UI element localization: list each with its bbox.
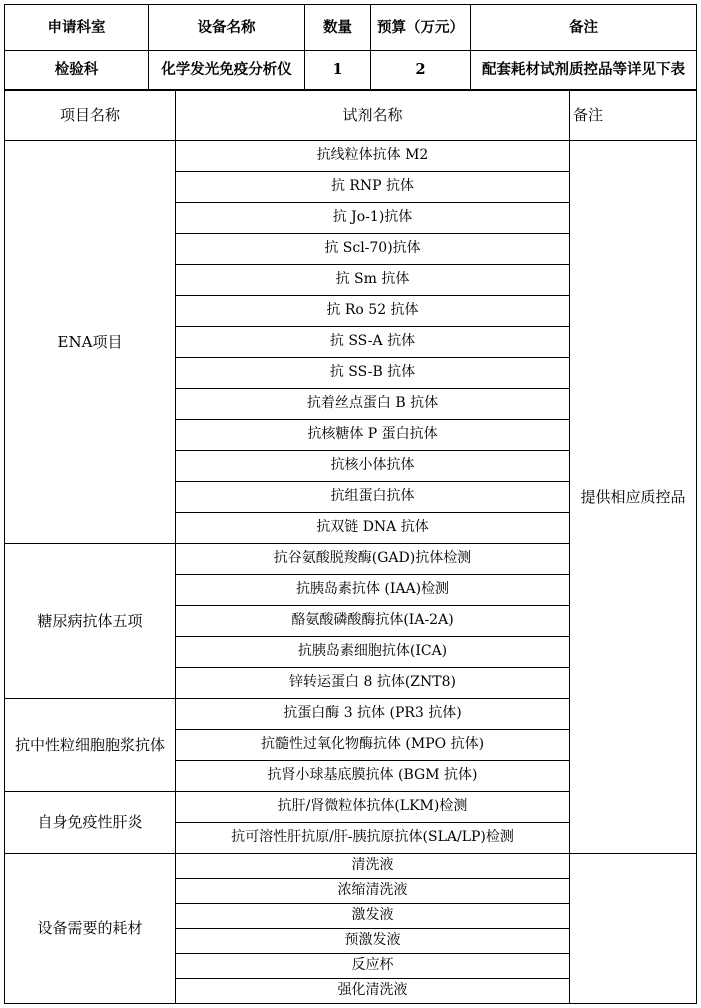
request-header-table (4, 4, 697, 90)
device-value: 化学发光免疫分析仪 (149, 51, 305, 90)
reagent-cell: 激发液 (176, 904, 570, 929)
reagent-cell: 抗 Sm 抗体 (176, 265, 570, 296)
device-label: 设备名称 (149, 5, 305, 51)
note-column-header: 备注 (570, 91, 697, 141)
group-name-consumables: 设备需要的耗材 (5, 854, 176, 1004)
reagent-column-header: 试剂名称 (176, 91, 570, 141)
group-name-anca: 抗中性粒细胞胞浆抗体 (5, 699, 176, 792)
reagent-cell: 抗 SS-A 抗体 (176, 327, 570, 358)
budget-value: 2 (371, 51, 471, 90)
items-column-header-row (5, 91, 697, 141)
reagent-cell: 抗 RNP 抗体 (176, 172, 570, 203)
reagent-cell: 清洗液 (176, 854, 570, 879)
reagent-cell: 抗胰岛素抗体 (IAA)检测 (176, 575, 570, 606)
table-row (5, 854, 697, 879)
reagent-cell: 抗肾小球基底膜抗体 (BGM 抗体) (176, 761, 570, 792)
consumables-note-cell (570, 854, 697, 1004)
reagent-cell: 抗谷氨酸脱羧酶(GAD)抗体检测 (176, 544, 570, 575)
group-name-ena: ENA项目 (5, 141, 176, 544)
reagent-cell: 抗髓性过氧化物酶抗体 (MPO 抗体) (176, 730, 570, 761)
dept-value: 检验科 (5, 51, 149, 90)
reagent-cell: 抗核小体抗体 (176, 451, 570, 482)
reagent-cell: 抗胰岛素细胞抗体(ICA) (176, 637, 570, 668)
header-label-row (5, 5, 697, 51)
reagent-cell: 强化清洗液 (176, 979, 570, 1004)
reagent-cell: 酪氨酸磷酸酶抗体(IA-2A) (176, 606, 570, 637)
reagent-cell: 浓缩清洗液 (176, 879, 570, 904)
reagent-cell: 抗核糖体 P 蛋白抗体 (176, 420, 570, 451)
note-label: 备注 (471, 5, 697, 51)
reagent-cell: 抗蛋白酶 3 抗体 (PR3 抗体) (176, 699, 570, 730)
group-name-diabetes: 糖尿病抗体五项 (5, 544, 176, 699)
quality-control-note: 提供相应质控品 (570, 141, 697, 854)
project-column-header: 项目名称 (5, 91, 176, 141)
qty-value: 1 (305, 51, 371, 90)
reagent-cell: 抗可溶性肝抗原/肝-胰抗原抗体(SLA/LP)检测 (176, 823, 570, 854)
group-name-autoimmune-hepatitis: 自身免疫性肝炎 (5, 792, 176, 854)
reagent-cell: 抗 Ro 52 抗体 (176, 296, 570, 327)
reagent-cell: 抗线粒体抗体 M2 (176, 141, 570, 172)
reagent-items-table (4, 90, 697, 1004)
dept-label: 申请科室 (5, 5, 149, 51)
note-value: 配套耗材试剂质控品等详见下表 (471, 51, 697, 90)
reagent-cell: 抗 Scl-70)抗体 (176, 234, 570, 265)
table-row (5, 141, 697, 172)
reagent-cell: 抗着丝点蛋白 B 抗体 (176, 389, 570, 420)
reagent-cell: 反应杯 (176, 954, 570, 979)
reagent-cell: 锌转运蛋白 8 抗体(ZNT8) (176, 668, 570, 699)
reagent-cell: 抗双链 DNA 抗体 (176, 513, 570, 544)
budget-label: 预算（万元） (371, 5, 471, 51)
reagent-cell: 预激发液 (176, 929, 570, 954)
header-value-row (5, 51, 697, 90)
reagent-cell: 抗肝/肾微粒体抗体(LKM)检测 (176, 792, 570, 823)
qty-label: 数量 (305, 5, 371, 51)
reagent-cell: 抗 Jo-1)抗体 (176, 203, 570, 234)
reagent-cell: 抗 SS-B 抗体 (176, 358, 570, 389)
reagent-cell: 抗组蛋白抗体 (176, 482, 570, 513)
